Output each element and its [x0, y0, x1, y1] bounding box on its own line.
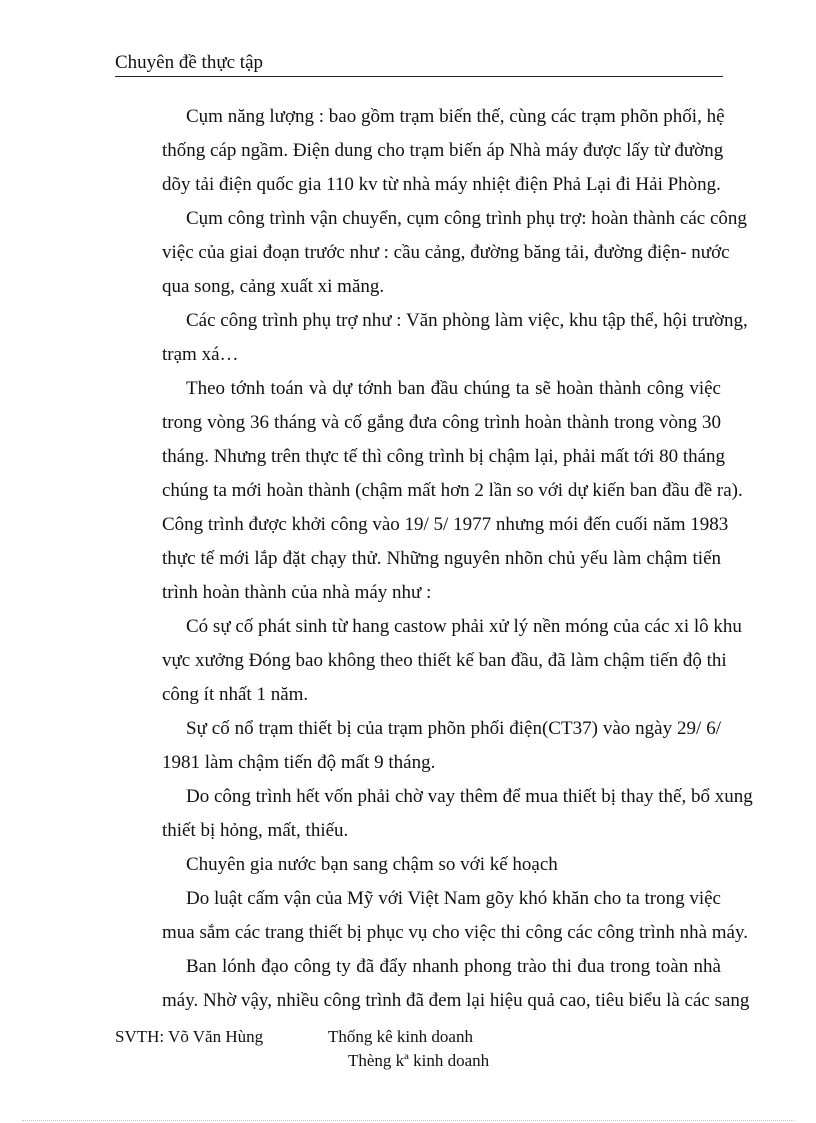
- paragraph-embargo: [138, 882, 748, 950]
- paragraph-auxiliary-works: [138, 304, 748, 372]
- footer-course: Thống kê kinh doanh: [328, 1027, 473, 1046]
- text-line: mua sắm các trang thiết bị phục vụ cho việc thi công các công trình nhà máy.: [162, 922, 748, 943]
- document-body: [138, 100, 753, 1018]
- text-line: tháng. Nhưng trên thực tế thì công trình bị chậm lại, phải mất tới 80 tháng: [162, 446, 726, 467]
- paragraph-incident-ct37: [138, 712, 721, 780]
- text-line: Do công trình hết vốn phải chờ vay thêm để mua thiết bị thay thế, bổ xung: [186, 786, 753, 807]
- text-line: Các công trình phụ trợ như : Văn phòng làm việc, khu tập thể, hội trường,: [186, 310, 748, 331]
- text-line: Chuyên gia nước bạn sang chậm so với kế hoạch: [186, 854, 558, 875]
- footer-author: SVTH: Võ Văn Hùng: [115, 1027, 264, 1046]
- text-line: Cụm công trình vận chuyển, cụm công trình phụ trợ: hoàn thành các công: [186, 208, 747, 229]
- text-line: dõy tải điện quốc gia 110 kv từ nhà máy nhiệt điện Phả Lại đi Hải Phòng.: [162, 174, 721, 195]
- footer-course-legacy-font: Thèng kª kinh doanh: [348, 1051, 490, 1070]
- text-line: máy. Nhờ vậy, nhiều công trình đã đem lại hiệu quả cao, tiêu biểu là các sang: [162, 990, 750, 1011]
- text-line: trình hoàn thành của nhà máy như :: [162, 582, 432, 603]
- paragraph-schedule: [138, 372, 743, 610]
- paragraph-incident-castow: [138, 610, 742, 712]
- text-line: Sự cố nổ trạm thiết bị của trạm phõn phối điện(CT37) vào ngày 29/ 6/: [186, 718, 721, 739]
- text-line: 1981 làm chậm tiến độ mất 9 tháng.: [162, 752, 436, 773]
- text-line: Cụm năng lượng : bao gồm trạm biến thế, cùng các trạm phõn phối, hệ: [186, 106, 725, 127]
- text-line: Ban lónh đạo công ty đã đẩy nhanh phong trào thi đua trong toàn nhà: [186, 956, 721, 977]
- paragraph-leadership: [138, 950, 750, 1018]
- text-line: việc của giai đoạn trước như : cầu cảng, đường băng tải, đường điện- nước: [162, 242, 730, 263]
- text-line: Công trình được khởi công vào 19/ 5/ 1977 nhưng mói đến cuối năm 1983: [162, 514, 729, 535]
- text-line: thống cáp ngầm. Điện dung cho trạm biến áp Nhà máy được lấy từ đường: [162, 140, 724, 161]
- page-bottom-border: [22, 1120, 794, 1121]
- text-line: thiết bị hỏng, mất, thiếu.: [162, 820, 349, 841]
- text-line: Theo tớnh toán và dự tớnh ban đầu chúng ta sẽ hoàn thành công việc: [186, 378, 721, 399]
- text-line: Do luật cấm vận của Mỹ với Việt Nam gõy khó khăn cho ta trong việc: [186, 888, 721, 909]
- paragraph-funding: [138, 780, 753, 848]
- text-line: chúng ta mới hoàn thành (chậm mất hơn 2 lần so với dự kiến ban đầu đề ra).: [162, 480, 743, 501]
- paragraph-experts-delay: [138, 848, 721, 882]
- text-line: thực tế mới lắp đặt chạy thử. Những nguyên nhõn chủ yếu làm chậm tiến: [162, 548, 721, 569]
- text-line: công ít nhất 1 năm.: [162, 684, 309, 705]
- text-line: vực xưởng Đóng bao không theo thiết kế ban đầu, đã làm chậm tiến độ thi: [162, 650, 727, 671]
- text-line: trong vòng 36 tháng và cố gắng đưa công trình hoàn thành trong vòng 30: [162, 412, 721, 433]
- paragraph-energy-cluster: [138, 100, 725, 202]
- page-header-title: Chuyên đề thực tập: [115, 52, 264, 73]
- text-line: trạm xá…: [162, 344, 239, 365]
- paragraph-transport-cluster: [138, 202, 747, 304]
- text-line: qua song, cảng xuất xi măng.: [162, 276, 385, 297]
- header-rule: [115, 76, 723, 77]
- text-line: Có sự cố phát sinh từ hang castow phải xử lý nền móng của các xi lô khu: [186, 616, 742, 637]
